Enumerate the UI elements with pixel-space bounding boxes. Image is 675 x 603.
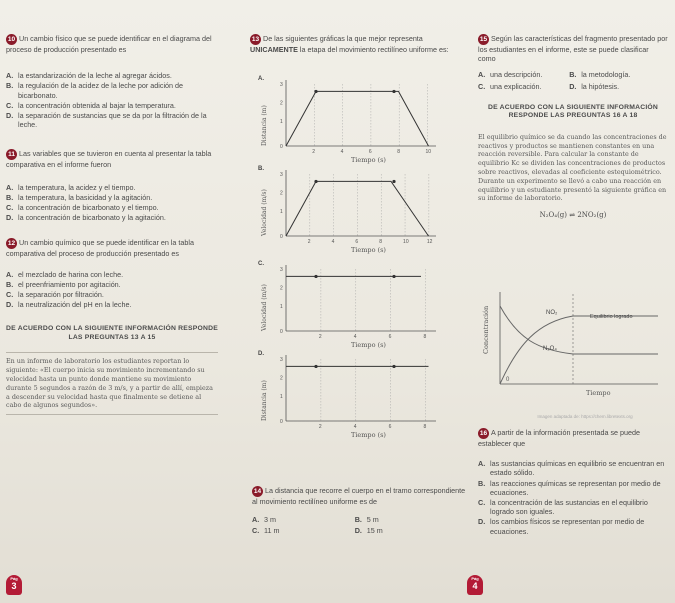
graph-ytick: 0 bbox=[280, 144, 283, 150]
option-row bbox=[478, 70, 569, 79]
n2o4-label: N₂O₄ bbox=[543, 346, 557, 352]
option-text: la concentración de bicarbonato y el tiempo. bbox=[18, 203, 159, 213]
equilibrium-label-text: Equilibrio logrado bbox=[590, 314, 633, 320]
option-row bbox=[478, 498, 668, 516]
page-number-left bbox=[6, 575, 22, 595]
question-13 bbox=[250, 34, 465, 54]
question-15 bbox=[478, 34, 668, 92]
graph-dot bbox=[392, 365, 395, 368]
option-text: el mezclado de harina con leche. bbox=[18, 269, 124, 279]
option-letter: B. bbox=[478, 478, 486, 488]
graph-ytick: 0 bbox=[280, 329, 283, 335]
graph-xtick: 4 bbox=[331, 239, 335, 245]
options-list bbox=[252, 514, 466, 536]
options-list bbox=[6, 71, 218, 129]
option-text: 3 m bbox=[264, 515, 276, 525]
graph-xlabel: Tiempo (s) bbox=[351, 156, 386, 164]
no2-label: NO₂ bbox=[546, 310, 558, 316]
options-list bbox=[6, 270, 218, 310]
graph-1 bbox=[258, 76, 436, 164]
option-text: la separación por filtración. bbox=[18, 290, 104, 300]
graph-xtick: 8 bbox=[397, 149, 400, 155]
graph-4 bbox=[258, 351, 436, 439]
question-number: 15 bbox=[479, 36, 488, 43]
option-letter: B. bbox=[6, 192, 14, 202]
graph-xlabel: Tiempo (s) bbox=[351, 246, 386, 254]
graph-letter: B. bbox=[258, 166, 264, 172]
graph-ytick: 2 bbox=[280, 190, 283, 197]
option-letter: D. bbox=[569, 81, 577, 91]
page-number-value: 4 bbox=[472, 581, 478, 591]
option-letter: D. bbox=[478, 517, 486, 527]
question-number: 11 bbox=[6, 149, 17, 160]
option-text: una explicación. bbox=[490, 81, 542, 91]
option-letter: B. bbox=[6, 279, 14, 289]
option-letter: C. bbox=[6, 290, 14, 300]
question-16 bbox=[478, 428, 668, 537]
graph-ytick: 2 bbox=[280, 285, 283, 292]
graph-ytick: 1 bbox=[280, 119, 283, 126]
option-letter: C. bbox=[478, 81, 486, 91]
option-row bbox=[252, 526, 355, 535]
column-right bbox=[478, 34, 668, 220]
option-text: los cambios físicos se representan por medio de ecuaciones. bbox=[490, 517, 645, 536]
option-letter: C. bbox=[478, 498, 486, 508]
option-row bbox=[252, 515, 355, 524]
option-letter: C. bbox=[6, 203, 14, 213]
graph-dot bbox=[392, 275, 395, 278]
graph-xtick: 8 bbox=[423, 334, 427, 340]
option-text: la temperatura, la basicidad y la agitación. bbox=[18, 192, 153, 202]
graph-dot bbox=[392, 180, 395, 183]
option-row bbox=[569, 70, 660, 79]
reaction-equation: N₂O₄(g) ⇌ 2NO₂(g) bbox=[539, 211, 607, 220]
option-row bbox=[6, 213, 218, 222]
graph-ytick: 0 bbox=[280, 419, 283, 425]
option-row bbox=[478, 517, 668, 535]
graph-xtick: 2 bbox=[307, 239, 311, 245]
option-row bbox=[355, 515, 458, 524]
option-text: la regulación de la acidez de la leche por adición de bicarbonato. bbox=[18, 81, 184, 100]
column-left bbox=[6, 34, 218, 415]
graph-letter: D. bbox=[258, 351, 264, 357]
option-letter: B. bbox=[569, 70, 577, 80]
equilibrium-label bbox=[590, 314, 633, 320]
option-letter: B. bbox=[354, 515, 362, 525]
option-row bbox=[6, 300, 218, 309]
y-axis-label: Concentración bbox=[482, 305, 490, 354]
option-letter: B. bbox=[6, 81, 14, 91]
graph-group bbox=[258, 76, 436, 439]
graph-ylabel: Velocidad (m/s) bbox=[261, 284, 268, 331]
option-text: la concentración obtenida al bajar la temperatura. bbox=[18, 100, 176, 110]
option-row bbox=[6, 183, 218, 192]
option-letter: D. bbox=[354, 526, 362, 536]
question-stem: Un cambio químico que se puede identificar en la tabla comparativa del proceso de producción presentado es bbox=[6, 238, 195, 259]
graph-ytick: 3 bbox=[280, 267, 283, 273]
option-text: la metodología. bbox=[581, 70, 631, 80]
option-row bbox=[6, 280, 218, 289]
graph-xtick: 8 bbox=[379, 239, 383, 245]
chart-caption: Imagen adaptada de: https://chem.libretexts.org bbox=[537, 414, 633, 419]
option-text: 5 m bbox=[366, 515, 379, 525]
option-row bbox=[6, 270, 218, 279]
graph-ytick: 0 bbox=[280, 234, 283, 240]
question-stem-end: la etapa del movimiento rectilíneo uniforme es: bbox=[297, 45, 449, 54]
option-text: la estandarización de la leche al agregar ácidos. bbox=[18, 71, 172, 81]
page-number-right bbox=[467, 575, 483, 595]
graph-dot bbox=[314, 365, 317, 368]
motion-graphs bbox=[250, 74, 470, 474]
question-number: 16 bbox=[479, 430, 488, 437]
option-letter: D. bbox=[6, 300, 14, 310]
graph-dot bbox=[314, 90, 317, 93]
question-number: 13 bbox=[251, 36, 260, 43]
option-letter: A. bbox=[6, 269, 14, 279]
graph-xtick: 12 bbox=[426, 239, 433, 245]
graph-xtick: 4 bbox=[353, 424, 357, 430]
no2-curve bbox=[500, 316, 658, 384]
graph-ytick: 3 bbox=[280, 82, 283, 88]
graph-xtick: 2 bbox=[312, 149, 316, 155]
graph-xtick: 4 bbox=[340, 149, 344, 155]
question-number: 14 bbox=[253, 488, 262, 495]
graph-xtick: 10 bbox=[403, 239, 409, 245]
option-text: la concentración de las sustancias en el equilibrio logrado son iguales. bbox=[490, 498, 648, 517]
option-letter: A. bbox=[478, 459, 486, 469]
graph-ytick: 3 bbox=[280, 357, 283, 363]
option-text: una descripción. bbox=[490, 70, 543, 80]
column-middle bbox=[250, 34, 465, 54]
question-14 bbox=[252, 486, 466, 537]
question-stem: Un cambio físico que se puede identificar en el diagrama del proceso de producción presentado es bbox=[6, 34, 212, 54]
option-letter: D. bbox=[6, 111, 14, 121]
option-letter: C. bbox=[252, 526, 260, 536]
option-text: la neutralización del pH en la leche. bbox=[18, 300, 132, 310]
graph-3 bbox=[258, 261, 436, 349]
graph-xlabel: Tiempo (s) bbox=[351, 431, 386, 439]
option-text: la hipótesis. bbox=[581, 81, 620, 91]
question-stem: Las variables que se tuvieron en cuenta al presentar la tabla comparativa en el informe fueron bbox=[6, 149, 212, 170]
page-tag: Pág bbox=[10, 576, 18, 581]
graph-ytick: 1 bbox=[280, 394, 283, 401]
option-letter: D. bbox=[6, 213, 14, 223]
graph-ytick: 2 bbox=[280, 375, 283, 382]
option-row bbox=[478, 479, 668, 497]
option-text: las sustancias químicas en equilibrio se encuentran en estado sólido. bbox=[490, 459, 665, 478]
options-list bbox=[478, 69, 668, 91]
option-row bbox=[6, 193, 218, 202]
option-text: la temperatura, la acidez y el tiempo. bbox=[18, 182, 136, 192]
graph-xtick: 6 bbox=[355, 239, 359, 245]
options-list bbox=[6, 183, 218, 223]
option-row bbox=[478, 459, 668, 477]
lab-report-text: En un informe de laboratorio los estudiantes reportan lo siguiente: «El cuerpo inicia su movimiento incrementando su velocidad hasta un punto donde mantiene su movimiento durante 5 segundos a razón de 3 m/s, y a partir de allí, empieza a descender su velocidad hasta que finalmente se detiene al cabo de algunos segundos». bbox=[6, 352, 218, 415]
question-11 bbox=[6, 149, 218, 222]
graph-letter: C. bbox=[258, 261, 264, 267]
graph-ytick: 3 bbox=[280, 172, 283, 178]
question-number: 10 bbox=[7, 36, 16, 43]
page-tag: Pág bbox=[471, 576, 479, 581]
graph-ylabel: Distancia (m) bbox=[261, 105, 268, 146]
graph-ylabel: Distancia (m) bbox=[261, 380, 268, 421]
options-list bbox=[478, 459, 668, 536]
section-heading: DE ACUERDO CON LA SIGUIENTE INFORMACIÓN RESPONDE LAS PREGUNTAS 13 A 15 bbox=[6, 325, 218, 341]
section-heading: DE ACUERDO CON LA SIGUIENTE INFORMACIÓN RESPONDE LAS PREGUNTAS 16 A 18 bbox=[487, 103, 659, 120]
option-text: el preenfriamiento por agitación. bbox=[18, 279, 121, 289]
option-row bbox=[6, 111, 218, 129]
graph-xtick: 2 bbox=[318, 334, 322, 340]
option-letter: C. bbox=[6, 100, 14, 110]
emphasis-text: UNICAMENTE bbox=[250, 45, 298, 54]
graph-dot bbox=[392, 90, 395, 93]
question-stem: De las siguientes gráficas la que mejor representa bbox=[263, 34, 423, 43]
graph-xtick: 6 bbox=[368, 149, 372, 155]
question-12 bbox=[6, 238, 218, 309]
question-stem: A partir de la información presentada se puede establecer que bbox=[478, 428, 641, 448]
graph-xtick: 6 bbox=[388, 334, 392, 340]
graph-line bbox=[286, 91, 429, 146]
graph-xtick: 6 bbox=[388, 424, 392, 430]
option-row bbox=[478, 82, 569, 91]
option-row bbox=[569, 82, 660, 91]
graph-ytick: 2 bbox=[280, 100, 283, 107]
option-letter: A. bbox=[6, 71, 14, 81]
page-number-value: 3 bbox=[11, 581, 17, 591]
option-row bbox=[6, 290, 218, 299]
x-axis-label: Tiempo bbox=[586, 389, 611, 397]
option-text: la separación de sustancias que se da por la filtración de la leche. bbox=[18, 111, 207, 130]
equilibrium-chart bbox=[478, 284, 668, 404]
option-text: 15 m bbox=[366, 526, 383, 536]
option-letter: A. bbox=[6, 182, 14, 192]
graph-ytick: 1 bbox=[280, 304, 283, 311]
option-row bbox=[355, 526, 458, 535]
graph-xlabel: Tiempo (s) bbox=[351, 341, 386, 349]
question-stem: Según las características del fragmento presentado por los estudiantes en el informe, este se puede clasificar como bbox=[478, 34, 668, 64]
question-number: 12 bbox=[7, 240, 16, 248]
graph-dot bbox=[314, 275, 317, 278]
option-letter: A. bbox=[478, 70, 486, 80]
graph-ytick: 1 bbox=[280, 209, 283, 216]
graph-ylabel: Velocidad (m/s) bbox=[261, 189, 268, 236]
graph-xtick: 2 bbox=[318, 424, 322, 430]
option-row bbox=[6, 81, 218, 99]
equilibrium-text: El equilibrio químico se da cuando las concentraciones de reactivos y productos se mantienen constantes en una reacción reversible. Para calcular la constante de equilibrio Kc se dividen las concentraciones de productos sobre reactivos, elevadas al coeficiente estequiométrico. Durante un experimento se llevó a cabo una reacción en equilibrio y un estudiante presentó la siguiente gráfica en su informe de laboratorio. bbox=[478, 132, 667, 203]
graph-xtick: 4 bbox=[353, 334, 357, 340]
option-text: 11 m bbox=[264, 526, 280, 536]
graph-letter: A. bbox=[258, 76, 264, 82]
graph-xtick: 8 bbox=[423, 424, 427, 430]
option-row bbox=[6, 203, 218, 212]
option-letter: A. bbox=[252, 515, 260, 525]
question-stem: La distancia que recorre el cuerpo en el tramo correspondiente al movimiento rectilíneo uniforme es de bbox=[252, 486, 466, 506]
graph-2 bbox=[258, 166, 436, 254]
graph-dot bbox=[314, 180, 317, 183]
question-10 bbox=[6, 34, 218, 129]
option-row bbox=[6, 71, 218, 80]
option-text: las reacciones químicas se representan por medio de ecuaciones. bbox=[490, 478, 661, 497]
graph-xtick: 10 bbox=[425, 149, 432, 155]
option-row bbox=[6, 101, 218, 110]
option-text: la concentración de bicarbonato y la agitación. bbox=[18, 213, 166, 223]
origin-label: 0 bbox=[506, 377, 510, 383]
n2o4-curve bbox=[500, 306, 658, 354]
